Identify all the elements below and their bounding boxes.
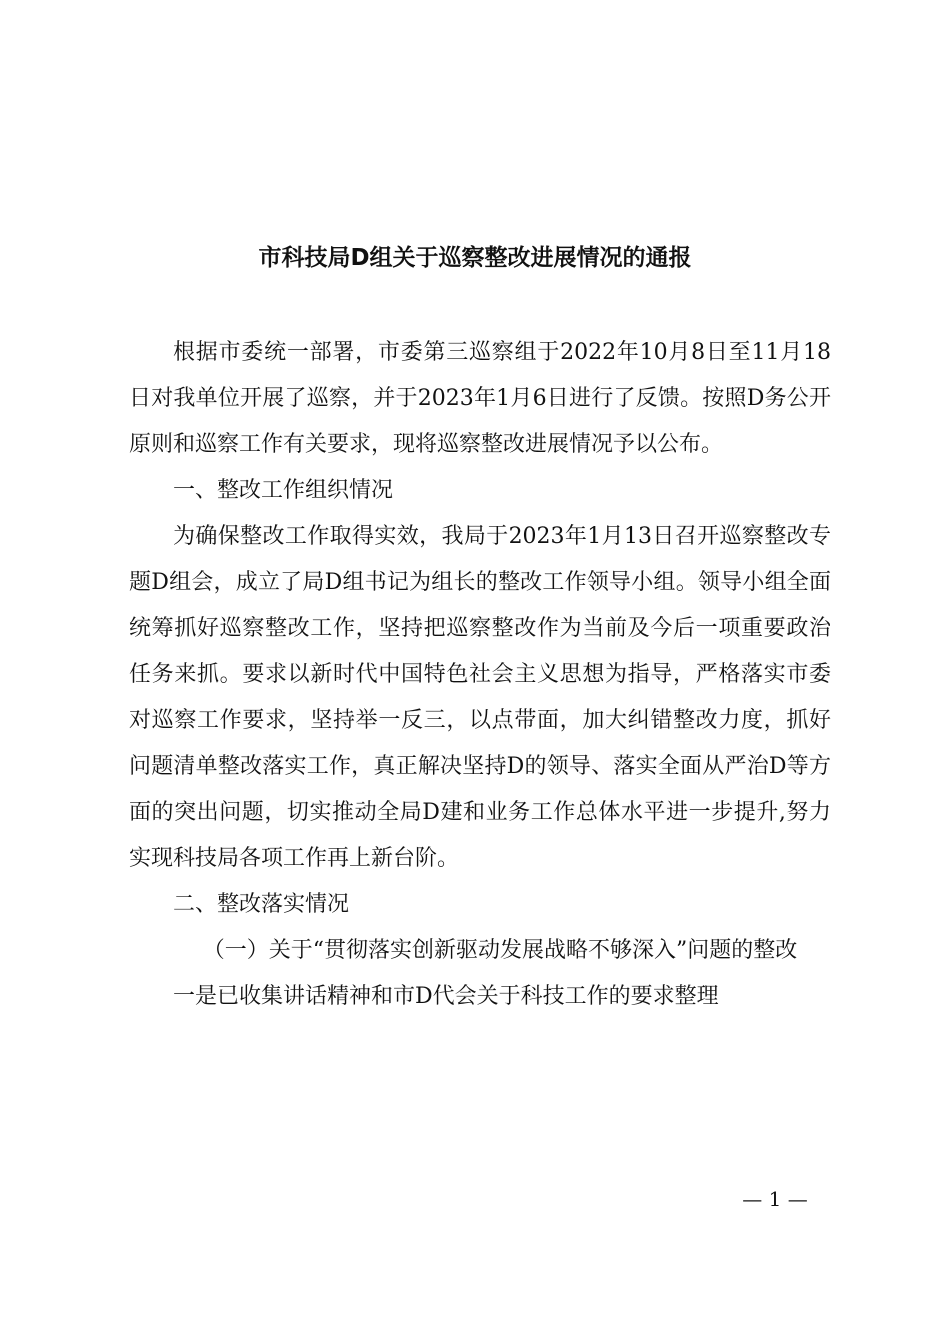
section1-heading: 一、整改工作组织情况 (173, 478, 394, 503)
subsection1-heading: （一）关于“贯彻落实创新驱动发展战略不够深入”问题的整改 (202, 938, 798, 963)
section2-heading: 二、整改落实情况 (173, 892, 350, 917)
document-body (129, 330, 831, 1020)
intro-paragraph: 根据市委统一部署，市委第三巡察组于2022年10月8日至11月18日对我单位开展了巡察，并于2023年1月6日进行了反馈。按照D务公开原则和巡察工作有关要求，现将巡察整改进展情况予以公布。 (129, 340, 831, 457)
page-number: — 1 — (742, 1187, 808, 1211)
section1-paragraph: 为确保整改工作取得实效，我局于2023年1月13日召开巡察整改专题D组会，成立了局D组书记为组长的整改工作领导小组。领导小组全面统筹抓好巡察整改工作，坚持把巡察整改作为当前及今后一项重要政治任务来抓。要求以新时代中国特色社会主义思想为指导，严格落实市委对巡察工作要求，坚持举一反三，以点带面，加大纠错整改力度，抓好问题清单整改落实工作，真正解决坚持D的领导、落实全面从严治D等方面的突出问题，切实推动全局D建和业务工作总体水平进一步提升,努力实现科技局各项工作再上新台阶。 (129, 524, 831, 871)
document-title: 市科技局D组关于巡察整改进展情况的通报 (258, 245, 692, 271)
subsection1-paragraph: 一是已收集讲话精神和市D代会关于科技工作的要求整理 (173, 984, 719, 1009)
